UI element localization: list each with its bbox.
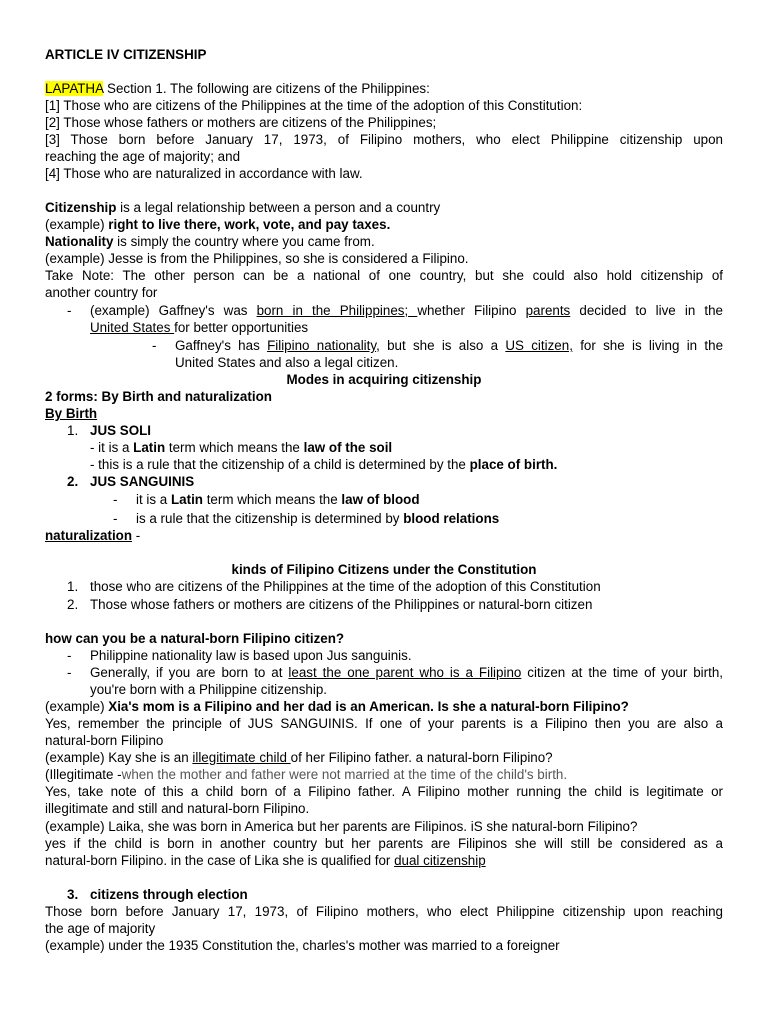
take-note-line1: Take Note: The other person can be a national of one country, but she could also hold citizenship of <box>45 268 723 283</box>
natural-born-bullet-2-cont: you're born with a Philippine citizenship. <box>90 682 328 697</box>
document-title: ARTICLE IV CITIZENSHIP <box>45 47 207 62</box>
natural-born-heading: how can you be a natural-born Filipino citizen? <box>45 631 345 646</box>
kay-example: (example) Kay she is an illegitimate child of her Filipino father. a natural-born Filipino? <box>45 750 553 765</box>
jus-soli-line2: - this is a rule that the citizenship of a child is determined by the place of birth. <box>90 457 558 472</box>
kinds-item-2: Those whose fathers or mothers are citizens of the Philippines or natural-born citizen <box>90 597 593 612</box>
bullet-dash: - <box>67 648 72 663</box>
laika-answer-line1: yes if the child is born in another country but her parents are Filipinos she will still be considered as a <box>45 836 723 851</box>
jus-sanguinis-line2: is a rule that the citizenship is determined by blood relations <box>136 511 500 526</box>
section1-item-4: [4] Those who are naturalized in accordance with law. <box>45 166 363 181</box>
kay-answer-line1: Yes, take note of this a child born of a Filipino father. A Filipino mother running the child is legitimate or <box>45 784 723 799</box>
natural-born-bullet-2: Generally, if you are born to at least the one parent who is a Filipino citizen at the time of your birth, <box>90 665 723 680</box>
jus-soli-title: JUS SOLI <box>90 423 152 438</box>
natural-born-bullet-1: Philippine nationality law is based upon Jus sanguinis. <box>90 648 412 663</box>
modes-heading: Modes in acquiring citizenship <box>286 372 482 387</box>
gaffney-example-1: (example) Gaffney's was born in the Philippines; whether Filipino parents decided to live in the <box>90 303 723 318</box>
section1-intro: LAPATHA Section 1. The following are citizens of the Philippines: <box>45 81 430 96</box>
xia-answer-line1: Yes, remember the principle of JUS SANGUINIS. If one of your parents is a Filipino then you are also a <box>45 716 723 731</box>
highlighted-name: LAPATHA <box>45 81 104 96</box>
naturalization-heading: naturalization - <box>45 528 141 543</box>
citizenship-example: (example) right to live there, work, vote, and pay taxes. <box>45 217 391 232</box>
election-title: citizens through election <box>90 887 248 902</box>
laika-answer-line2: natural-born Filipino. in the case of Lika she is qualified for dual citizenship <box>45 853 486 868</box>
gaffney-example-1-cont: United States for better opportunities <box>90 320 309 335</box>
list-number: 2. <box>67 474 79 489</box>
jus-soli-line1: - it is a Latin term which means the law of the soil <box>90 440 393 455</box>
two-forms-heading: 2 forms: By Birth and naturalization <box>45 389 272 404</box>
list-number: 3. <box>67 887 79 902</box>
section1-item-2: [2] Those whose fathers or mothers are citizens of the Philippines; <box>45 115 437 130</box>
bullet-dash: - <box>113 511 118 526</box>
election-line2: the age of majority <box>45 921 156 936</box>
jus-sanguinis-line1: it is a Latin term which means the law of blood <box>136 492 420 507</box>
bullet-dash: - <box>152 338 157 353</box>
laika-example: (example) Laika, she was born in America but her parents are Filipinos. iS she natural-born Filipino? <box>45 819 638 834</box>
jus-sanguinis-title: JUS SANGUINIS <box>90 474 195 489</box>
nationality-definition: Nationality is simply the country where you came from. <box>45 234 375 249</box>
list-number: 2. <box>67 597 79 612</box>
kinds-heading: kinds of Filipino Citizens under the Constitution <box>231 562 537 577</box>
citizenship-definition: Citizenship is a legal relationship between a person and a country <box>45 200 441 215</box>
nationality-example: (example) Jesse is from the Philippines, so she is considered a Filipino. <box>45 251 469 266</box>
kay-answer-line2: illegitimate and still and natural-born Filipino. <box>45 801 310 816</box>
by-birth-heading: By Birth <box>45 406 98 421</box>
election-line1: Those born before January 17, 1973, of Filipino mothers, who elect Philippine citizenship upon reaching <box>45 904 723 919</box>
bullet-dash: - <box>67 665 72 680</box>
xia-answer-line2: natural-born Filipino <box>45 733 164 748</box>
bullet-dash: - <box>113 492 118 507</box>
section1-item-3-cont: reaching the age of majority; and <box>45 149 241 164</box>
section1-item-1: [1] Those who are citizens of the Philippines at the time of the adoption of this Constitution: <box>45 98 583 113</box>
bullet-dash: - <box>67 303 72 318</box>
take-note-line2: another country for <box>45 285 158 300</box>
section1-item-3: [3] Those born before January 17, 1973, of Filipino mothers, who elect Philippine citizenship upon <box>45 132 723 147</box>
gaffney-example-2-cont: United States and also a legal citizen. <box>175 355 399 370</box>
gaffney-example-2: Gaffney's has Filipino nationality, but she is also a US citizen, for she is living in the <box>175 338 724 353</box>
kinds-item-1: those who are citizens of the Philippines at the time of the adoption of this Constitution <box>90 579 601 594</box>
election-example: (example) under the 1935 Constitution the, charles's mother was married to a foreigner <box>45 938 560 953</box>
illegitimate-note: (Illegitimate -when the mother and father were not married at the time of the child's birth. <box>45 767 568 782</box>
list-number: 1. <box>67 579 79 594</box>
list-number: 1. <box>67 423 79 438</box>
xia-example: (example) Xia's mom is a Filipino and her dad is an American. Is she a natural-born Filipino? <box>45 699 629 714</box>
